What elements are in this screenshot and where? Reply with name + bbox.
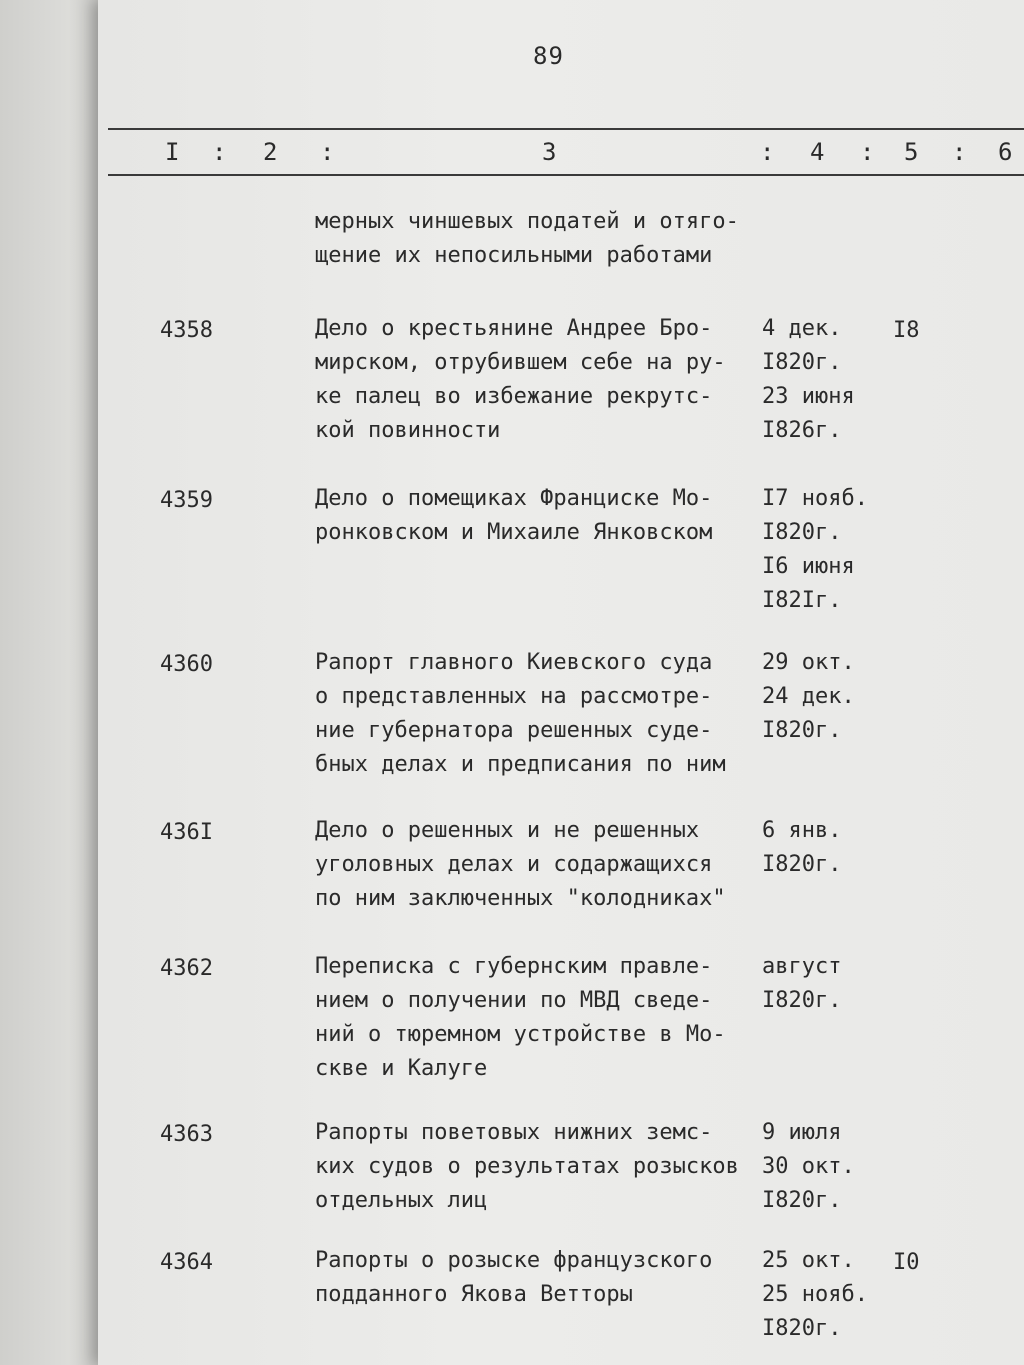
entry-number: 4363 bbox=[160, 1122, 213, 1147]
header-sep-3: : bbox=[760, 138, 775, 166]
continuation-description: мерных чиншевых податей и отяго- щение их непосильными работами bbox=[315, 209, 739, 268]
left-page-edge bbox=[0, 0, 98, 1365]
entry-description: Рапорты о розыске французского подданного Якова Ветторы bbox=[315, 1248, 713, 1307]
header-col-1: I bbox=[165, 138, 180, 166]
entry-description: Рапорты поветовых нижних земс- ких судов о результатах розысков отдельных лиц bbox=[315, 1120, 739, 1213]
entry-sheets: I8 bbox=[893, 318, 920, 343]
entry-number: 4362 bbox=[160, 956, 213, 981]
entry-description: Дело о крестьянине Андрее Бро- мирском, отрубившем себе на ру- ке палец во избежание рекрутс- кой повинности bbox=[315, 316, 726, 443]
header-bottom-rule bbox=[108, 174, 1024, 176]
entry-number: 436I bbox=[160, 820, 213, 845]
entry-sheets: I0 bbox=[893, 1250, 920, 1275]
entry-description: Дело о помещиках Франциске Мо- ронковском и Михаиле Янковском bbox=[315, 486, 713, 545]
page-number: 89 bbox=[533, 42, 564, 70]
entry-description: Дело о решенных и не решенных уголовных делах и содаржащихся по ним заключенных "колодниках" bbox=[315, 818, 726, 911]
entry-number: 4364 bbox=[160, 1250, 213, 1275]
header-col-2: 2 bbox=[263, 138, 278, 166]
entry-number: 4359 bbox=[160, 488, 213, 513]
entry-dates: 9 июля 30 окт. I820г. bbox=[762, 1120, 855, 1213]
entry-dates: I7 нояб. I820г. I6 июня I82Iг. bbox=[762, 486, 868, 613]
header-col-4: 4 bbox=[810, 138, 825, 166]
header-sep-2: : bbox=[320, 138, 335, 166]
header-col-3: 3 bbox=[542, 138, 557, 166]
header-top-rule bbox=[108, 128, 1024, 130]
entry-dates: август I820г. bbox=[762, 954, 842, 1013]
header-sep-1: : bbox=[212, 138, 227, 166]
header-col-6: 6 bbox=[998, 138, 1013, 166]
entry-description: Переписка с губернским правле- нием о получении по МВД сведе- ний о тюремном устройстве в Мо- скве и Калуге bbox=[315, 954, 726, 1081]
entry-number: 4358 bbox=[160, 318, 213, 343]
entry-dates: 29 окт. 24 дек. I820г. bbox=[762, 650, 855, 743]
header-sep-5: : bbox=[952, 138, 967, 166]
header-sep-4: : bbox=[860, 138, 875, 166]
entry-description: Рапорт главного Киевского суда о представленных на рассмотре- ние губернатора решенных суде- бных делах и предписания по ним bbox=[315, 650, 726, 777]
entry-dates: 25 окт. 25 нояб. I820г. bbox=[762, 1248, 868, 1341]
entry-dates: 6 янв. I820г. bbox=[762, 818, 842, 877]
header-col-5: 5 bbox=[904, 138, 919, 166]
entry-dates: 4 дек. I820г. 23 июня I826г. bbox=[762, 316, 855, 443]
entry-number: 4360 bbox=[160, 652, 213, 677]
